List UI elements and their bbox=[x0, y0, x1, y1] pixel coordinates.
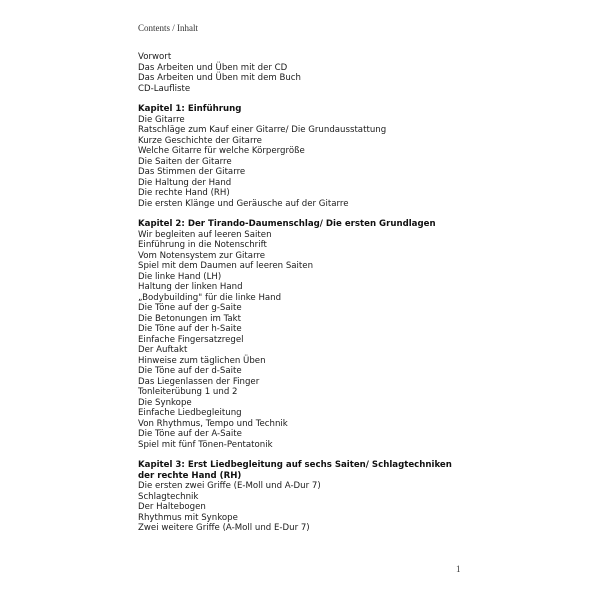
page-number: 1 bbox=[456, 564, 461, 574]
toc-item: Rhythmus mit Synkope bbox=[138, 512, 238, 523]
toc-item: Vom Notensystem zur Gitarre bbox=[138, 250, 266, 261]
toc-item: Zwei weitere Griffe (A-Moll und E-Dur 7) bbox=[138, 523, 310, 533]
toc-item: Haltung der linken Hand bbox=[138, 282, 243, 292]
chapter-3 bbox=[138, 460, 468, 534]
toc-item: Das Arbeiten und Üben mit der CD bbox=[138, 62, 288, 73]
toc-item: Schlagtechnik bbox=[138, 491, 199, 502]
toc-item: Die Töne auf der A-Saite bbox=[138, 429, 242, 439]
toc-item: Die Gitarre bbox=[138, 114, 185, 125]
toc-item: Wir begleiten auf leeren Saiten bbox=[138, 229, 272, 240]
toc-item: Spiel mit dem Daumen auf leeren Saiten bbox=[138, 261, 314, 271]
toc-item: Spiel mit fünf Tönen-Pentatonik bbox=[138, 439, 273, 450]
toc-item: Kurze Geschichte der Gitarre bbox=[138, 135, 262, 146]
page-title: Contents / Inhalt bbox=[138, 23, 198, 33]
toc-item: CD-Laufliste bbox=[138, 83, 191, 94]
chapter-2 bbox=[138, 219, 468, 450]
toc-item: Die Töne auf der g-Saite bbox=[138, 303, 242, 313]
toc-item: Das Arbeiten und Üben mit dem Buch bbox=[138, 73, 301, 83]
toc-item: Ratschläge zum Kauf einer Gitarre/ Die Grundausstattung bbox=[138, 125, 387, 135]
toc-item: Die ersten Klänge und Geräusche auf der Gitarre bbox=[138, 198, 349, 209]
toc-item: Die Synkope bbox=[138, 397, 192, 408]
toc-item: Die ersten zwei Griffe (E-Moll und A-Dur 7) bbox=[138, 481, 321, 491]
chapter-heading: Kapitel 3: Erst Liedbegleitung auf sechs Saiten/ Schlagtechniken der rechte Hand (RH) bbox=[138, 460, 452, 481]
toc-item: Hinweise zum täglichen Üben bbox=[138, 355, 266, 366]
toc-item: Tonleiterübung 1 und 2 bbox=[138, 387, 238, 397]
toc-item: „Bodybuilding" für die linke Hand bbox=[138, 292, 282, 303]
toc-item: Der Haltebogen bbox=[138, 502, 206, 512]
toc-item: Die Töne auf der d-Saite bbox=[138, 366, 242, 376]
toc-item: Einfache Fingersatzregel bbox=[138, 334, 244, 345]
toc-item: Einfache Liedbegleitung bbox=[138, 408, 242, 418]
toc-item: Einführung in die Notenschrift bbox=[138, 240, 267, 250]
chapter-heading: Kapitel 1: Einführung bbox=[138, 104, 242, 114]
toc-item: Von Rhythmus, Tempo und Technik bbox=[138, 418, 288, 429]
toc-item: Vorwort bbox=[138, 52, 172, 62]
toc-item: Die rechte Hand (RH) bbox=[138, 188, 230, 198]
toc-item: Das Liegenlassen der Finger bbox=[138, 376, 260, 387]
table-of-contents bbox=[138, 52, 468, 534]
toc-item: Der Auftakt bbox=[138, 345, 188, 355]
toc-item: Die linke Hand (LH) bbox=[138, 271, 222, 282]
toc-item: Das Stimmen der Gitarre bbox=[138, 167, 246, 177]
toc-item: Welche Gitarre für welche Körpergröße bbox=[138, 146, 305, 156]
toc-item: Die Betonungen im Takt bbox=[138, 313, 242, 324]
chapter-1 bbox=[138, 104, 468, 209]
toc-item: Die Saiten der Gitarre bbox=[138, 156, 232, 167]
toc-item: Die Töne auf der h-Saite bbox=[138, 324, 242, 334]
chapter-heading: Kapitel 2: Der Tirando-Daumenschlag/ Die ersten Grundlagen bbox=[138, 219, 436, 229]
toc-item: Die Haltung der Hand bbox=[138, 177, 232, 188]
front-matter bbox=[138, 52, 468, 94]
